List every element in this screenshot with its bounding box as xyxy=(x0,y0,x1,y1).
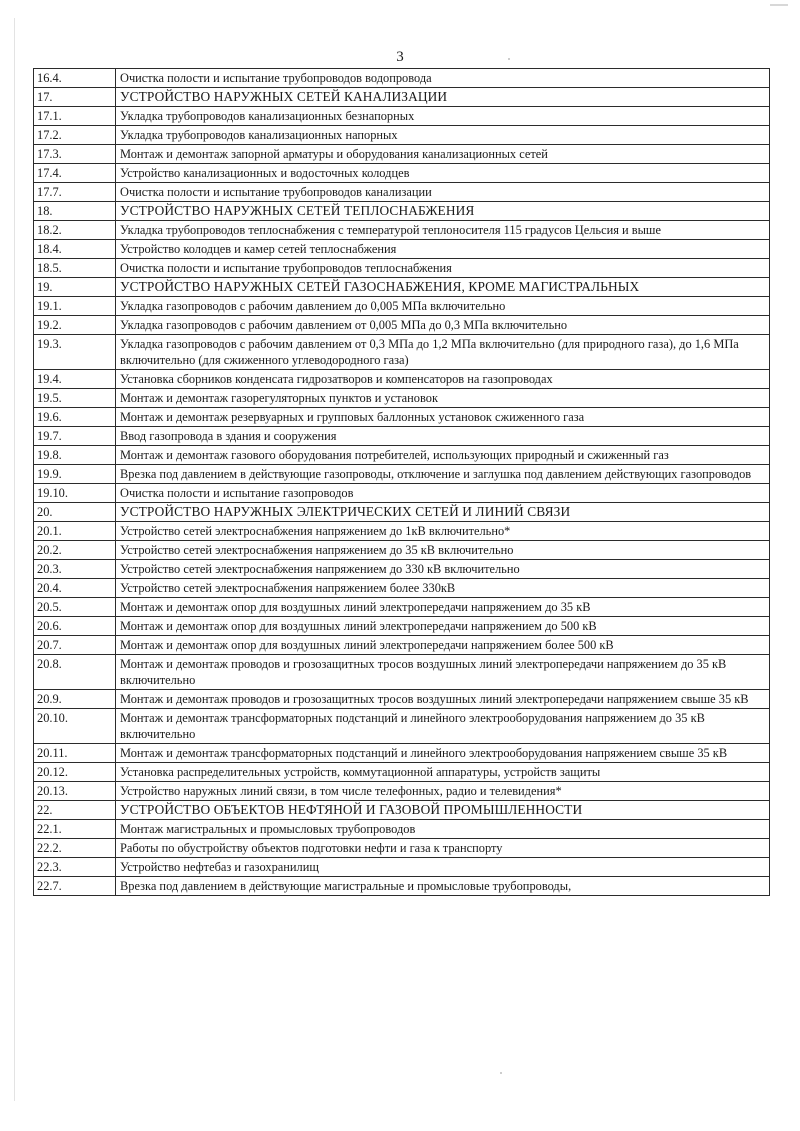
work-description: Очистка полости и испытание трубопроводов теплоснабжения xyxy=(116,259,770,278)
work-description: Устройство нефтебаз и газохранилищ xyxy=(116,858,770,877)
table-row xyxy=(34,560,770,579)
item-number: 19.5. xyxy=(34,389,116,408)
section-title: УСТРОЙСТВО ОБЪЕКТОВ НЕФТЯНОЙ И ГАЗОВОЙ ПРОМЫШЛЕННОСТИ xyxy=(116,801,770,820)
work-description: Укладка газопроводов с рабочим давлением от 0,005 МПа до 0,3 МПа включительно xyxy=(116,316,770,335)
table-row xyxy=(34,709,770,744)
work-description: Устройство наружных линий связи, в том числе телефонных, радио и телевидения* xyxy=(116,782,770,801)
item-number: 17. xyxy=(34,88,116,107)
item-number: 17.1. xyxy=(34,107,116,126)
item-number: 20.11. xyxy=(34,744,116,763)
table-row xyxy=(34,316,770,335)
item-number: 20.4. xyxy=(34,579,116,598)
item-number: 17.2. xyxy=(34,126,116,145)
item-number: 20.13. xyxy=(34,782,116,801)
work-description: Монтаж и демонтаж трансформаторных подстанций и линейного электрооборудования напряжением до 35 кВ включительно xyxy=(116,709,770,744)
work-description: Установка распределительных устройств, коммутационной аппаратуры, устройств защиты xyxy=(116,763,770,782)
work-types-table xyxy=(33,68,770,896)
section-row xyxy=(34,202,770,221)
item-number: 17.3. xyxy=(34,145,116,164)
table-row xyxy=(34,522,770,541)
work-description: Установка сборников конденсата гидрозатворов и компенсаторов на газопроводах xyxy=(116,370,770,389)
item-number: 20.12. xyxy=(34,763,116,782)
section-row xyxy=(34,503,770,522)
table-row xyxy=(34,541,770,560)
item-number: 20.2. xyxy=(34,541,116,560)
table-row xyxy=(34,636,770,655)
item-number: 22. xyxy=(34,801,116,820)
work-description: Устройство сетей электроснабжения напряжением до 330 кВ включительно xyxy=(116,560,770,579)
table-row xyxy=(34,259,770,278)
section-title: УСТРОЙСТВО НАРУЖНЫХ ЭЛЕКТРИЧЕСКИХ СЕТЕЙ И ЛИНИЙ СВЯЗИ xyxy=(116,503,770,522)
work-description: Укладка трубопроводов теплоснабжения с температурой теплоносителя 115 градусов Цельсия и выше xyxy=(116,221,770,240)
work-description: Устройство канализационных и водосточных колодцев xyxy=(116,164,770,183)
item-number: 20.6. xyxy=(34,617,116,636)
work-description: Укладка газопроводов с рабочим давлением до 0,005 МПа включительно xyxy=(116,297,770,316)
table-row xyxy=(34,744,770,763)
item-number: 19.2. xyxy=(34,316,116,335)
item-number: 19.10. xyxy=(34,484,116,503)
work-description: Устройство сетей электроснабжения напряжением до 35 кВ включительно xyxy=(116,541,770,560)
item-number: 19. xyxy=(34,278,116,297)
work-description: Монтаж и демонтаж опор для воздушных линий электропередачи напряжением до 500 кВ xyxy=(116,617,770,636)
scan-speck xyxy=(500,1072,502,1074)
table-row xyxy=(34,370,770,389)
table-row xyxy=(34,240,770,259)
section-title: УСТРОЙСТВО НАРУЖНЫХ СЕТЕЙ КАНАЛИЗАЦИИ xyxy=(116,88,770,107)
work-description: Монтаж и демонтаж резервуарных и групповых баллонных установок сжиженного газа xyxy=(116,408,770,427)
table-row xyxy=(34,690,770,709)
work-description: Монтаж и демонтаж проводов и грозозащитных тросов воздушных линий электропередачи напряжением свыше 35 кВ xyxy=(116,690,770,709)
work-description: Монтаж и демонтаж трансформаторных подстанций и линейного электрооборудования напряжением свыше 35 кВ xyxy=(116,744,770,763)
item-number: 19.1. xyxy=(34,297,116,316)
section-row xyxy=(34,88,770,107)
table-row xyxy=(34,389,770,408)
work-description: Устройство сетей электроснабжения напряжением более 330кВ xyxy=(116,579,770,598)
table-row xyxy=(34,598,770,617)
table-row xyxy=(34,617,770,636)
section-row xyxy=(34,801,770,820)
section-row xyxy=(34,278,770,297)
table-row xyxy=(34,579,770,598)
table-row xyxy=(34,877,770,896)
item-number: 20.10. xyxy=(34,709,116,744)
work-description: Монтаж и демонтаж запорной арматуры и оборудования канализационных сетей xyxy=(116,145,770,164)
item-number: 19.7. xyxy=(34,427,116,446)
item-number: 20.5. xyxy=(34,598,116,617)
item-number: 20.9. xyxy=(34,690,116,709)
table-row xyxy=(34,126,770,145)
work-description: Устройство сетей электроснабжения напряжением до 1кВ включительно* xyxy=(116,522,770,541)
item-number: 20.7. xyxy=(34,636,116,655)
item-number: 19.8. xyxy=(34,446,116,465)
item-number: 19.3. xyxy=(34,335,116,370)
item-number: 17.4. xyxy=(34,164,116,183)
item-number: 19.6. xyxy=(34,408,116,427)
page-number: 3 xyxy=(396,49,404,65)
table-row xyxy=(34,839,770,858)
work-description: Монтаж и демонтаж опор для воздушных линий электропередачи напряжением до 35 кВ xyxy=(116,598,770,617)
work-description: Очистка полости и испытание трубопроводов водопровода xyxy=(116,69,770,88)
table-row xyxy=(34,297,770,316)
item-number: 22.1. xyxy=(34,820,116,839)
work-description: Работы по обустройству объектов подготовки нефти и газа к транспорту xyxy=(116,839,770,858)
table-row xyxy=(34,858,770,877)
work-description: Монтаж и демонтаж опор для воздушных линий электропередачи напряжением более 500 кВ xyxy=(116,636,770,655)
table-row xyxy=(34,69,770,88)
table-row xyxy=(34,107,770,126)
table-body xyxy=(34,69,770,896)
item-number: 18.2. xyxy=(34,221,116,240)
work-description: Укладка газопроводов с рабочим давлением от 0,3 МПа до 1,2 МПа включительно (для природного газа), до 1,6 МПа включительно (для сжиженного углеводородного газа) xyxy=(116,335,770,370)
table-row xyxy=(34,335,770,370)
work-description: Монтаж магистральных и промысловых трубопроводов xyxy=(116,820,770,839)
table-row xyxy=(34,763,770,782)
table-row xyxy=(34,408,770,427)
section-title: УСТРОЙСТВО НАРУЖНЫХ СЕТЕЙ ГАЗОСНАБЖЕНИЯ, КРОМЕ МАГИСТРАЛЬНЫХ xyxy=(116,278,770,297)
item-number: 19.4. xyxy=(34,370,116,389)
item-number: 18.4. xyxy=(34,240,116,259)
table-row xyxy=(34,221,770,240)
work-description: Монтаж и демонтаж газового оборудования потребителей, использующих природный и сжиженный газ xyxy=(116,446,770,465)
table-row xyxy=(34,446,770,465)
section-title: УСТРОЙСТВО НАРУЖНЫХ СЕТЕЙ ТЕПЛОСНАБЖЕНИЯ xyxy=(116,202,770,221)
item-number: 22.7. xyxy=(34,877,116,896)
scan-corner-mark xyxy=(770,4,788,16)
table-row xyxy=(34,145,770,164)
work-description: Врезка под давлением в действующие магистральные и промысловые трубопроводы, xyxy=(116,877,770,896)
table-row xyxy=(34,183,770,202)
item-number: 22.3. xyxy=(34,858,116,877)
table-row xyxy=(34,655,770,690)
item-number: 22.2. xyxy=(34,839,116,858)
item-number: 16.4. xyxy=(34,69,116,88)
item-number: 18.5. xyxy=(34,259,116,278)
table-row xyxy=(34,164,770,183)
table-row xyxy=(34,465,770,484)
table-row xyxy=(34,427,770,446)
work-description: Врезка под давлением в действующие газопроводы, отключение и заглушка под давлением действующих газопроводов xyxy=(116,465,770,484)
work-description: Укладка трубопроводов канализационных безнапорных xyxy=(116,107,770,126)
item-number: 20.3. xyxy=(34,560,116,579)
work-description: Укладка трубопроводов канализационных напорных xyxy=(116,126,770,145)
item-number: 20.1. xyxy=(34,522,116,541)
work-description: Ввод газопровода в здания и сооружения xyxy=(116,427,770,446)
work-description: Монтаж и демонтаж газорегуляторных пунктов и установок xyxy=(116,389,770,408)
table-row xyxy=(34,484,770,503)
item-number: 19.9. xyxy=(34,465,116,484)
item-number: 20.8. xyxy=(34,655,116,690)
scan-edge-line xyxy=(14,18,15,1101)
table-row xyxy=(34,820,770,839)
work-description: Очистка полости и испытание трубопроводов канализации xyxy=(116,183,770,202)
work-description: Устройство колодцев и камер сетей теплоснабжения xyxy=(116,240,770,259)
item-number: 17.7. xyxy=(34,183,116,202)
item-number: 20. xyxy=(34,503,116,522)
work-description: Монтаж и демонтаж проводов и грозозащитных тросов воздушных линий электропередачи напряжением до 35 кВ включительно xyxy=(116,655,770,690)
work-description: Очистка полости и испытание газопроводов xyxy=(116,484,770,503)
table-row xyxy=(34,782,770,801)
item-number: 18. xyxy=(34,202,116,221)
